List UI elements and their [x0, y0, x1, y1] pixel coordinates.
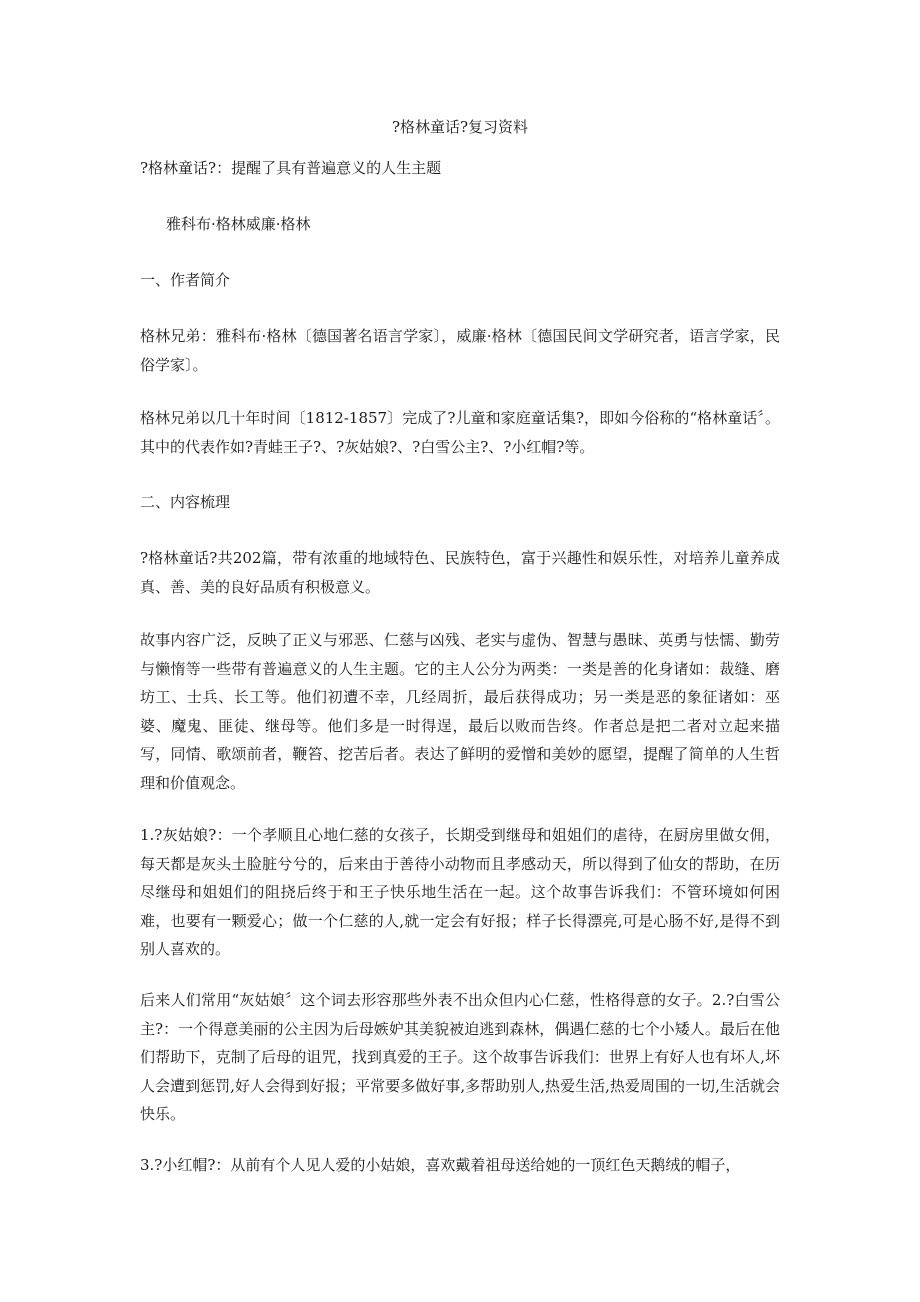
paragraph-overview: ?格林童话?共202篇，带有浓重的地域特色、民族特色，富于兴趣性和娱乐性，对培养儿童养成真、善、美的良好品质有积极意义。: [140, 549, 780, 596]
authors-line: 雅科布·格林威廉·格林: [166, 215, 311, 233]
paragraph-snow-white: 后来人们常用“灰姑娘〞这个词去形容那些外表不出众但内心仁慈，性格得意的女子。2.?白雪公主?：一个得意美丽的公主因为后母嫉妒其美貌被迫逃到森林，偶遇仁慈的七个小矮人。最后在他们帮助下，克制了后母的诅咒，找到真爱的王子。这个故事告诉我们：世界上有好人也有坏人,坏人会遭到惩罚,好人会得到好报；平常要多做好事,多帮助别人,热爱生活,热爱周围的一切,生活就会快乐。: [140, 991, 780, 1123]
paragraph-little-red-riding-hood: 3.?小红帽?：从前有个人见人爱的小姑娘，喜欢戴着祖母送给她的一顶红色天鹅绒的帽子，: [140, 1156, 741, 1174]
paragraph-brothers: 格林兄弟：雅科布·格林〔德国著名语言学家〕，威廉·格林〔德国民间文学研究者，语言学家，民俗学家〕。: [140, 327, 780, 374]
section-heading-content: 二、内容梳理: [140, 493, 231, 511]
paragraph-collection: 格林兄弟以几十年时间〔1812-1857〕完成了?儿童和家庭童话集?，即如今俗称的“格林童话〞。其中的代表作如?青蛙王子?、?灰姑娘?、?白雪公主?、?小红帽?等。: [140, 409, 780, 456]
paragraph-themes: 故事内容广泛，反映了正义与邪恶、仁慈与凶残、老实与虚伪、智慧与愚昧、英勇与怯懦、勤劳与懒惰等一些带有普遍意义的人生主题。它的主人公分为两类：一类是善的化身诸如：裁缝、磨坊工、士兵、长工等。他们初遭不幸，几经周折，最后获得成功；另一类是恶的象征诸如：巫婆、魔鬼、匪徒、继母等。他们多是一时得逞，最后以败而告终。作者总是把二者对立起来描写，同情、歌颂前者，鞭笞、挖苦后者。表达了鲜明的爱憎和美妙的愿望，提醒了简单的人生哲理和价值观念。: [140, 631, 780, 792]
section-heading-author-intro: 一、作者简介: [140, 271, 231, 289]
document-title: ?格林童话?复习资料: [391, 118, 529, 136]
document-subtitle: ?格林童话?：提醒了具有普遍意义的人生主题: [140, 159, 442, 177]
paragraph-cinderella: 1.?灰姑娘?：一个孝顺且心地仁慈的女孩子，长期受到继母和姐姐们的虐待，在厨房里做女佣，每天都是灰头土脸脏兮兮的，后来由于善待小动物而且孝感动天，所以得到了仙女的帮助，在历尽继母和姐姐们的阻挠后终于和王子快乐地生活在一起。这个故事告诉我们：不管环境如何困难，也要有一颗爱心；做一个仁慈的人,就一定会有好报；样子长得漂亮,可是心肠不好,是得不到别人喜欢的。: [140, 826, 780, 958]
